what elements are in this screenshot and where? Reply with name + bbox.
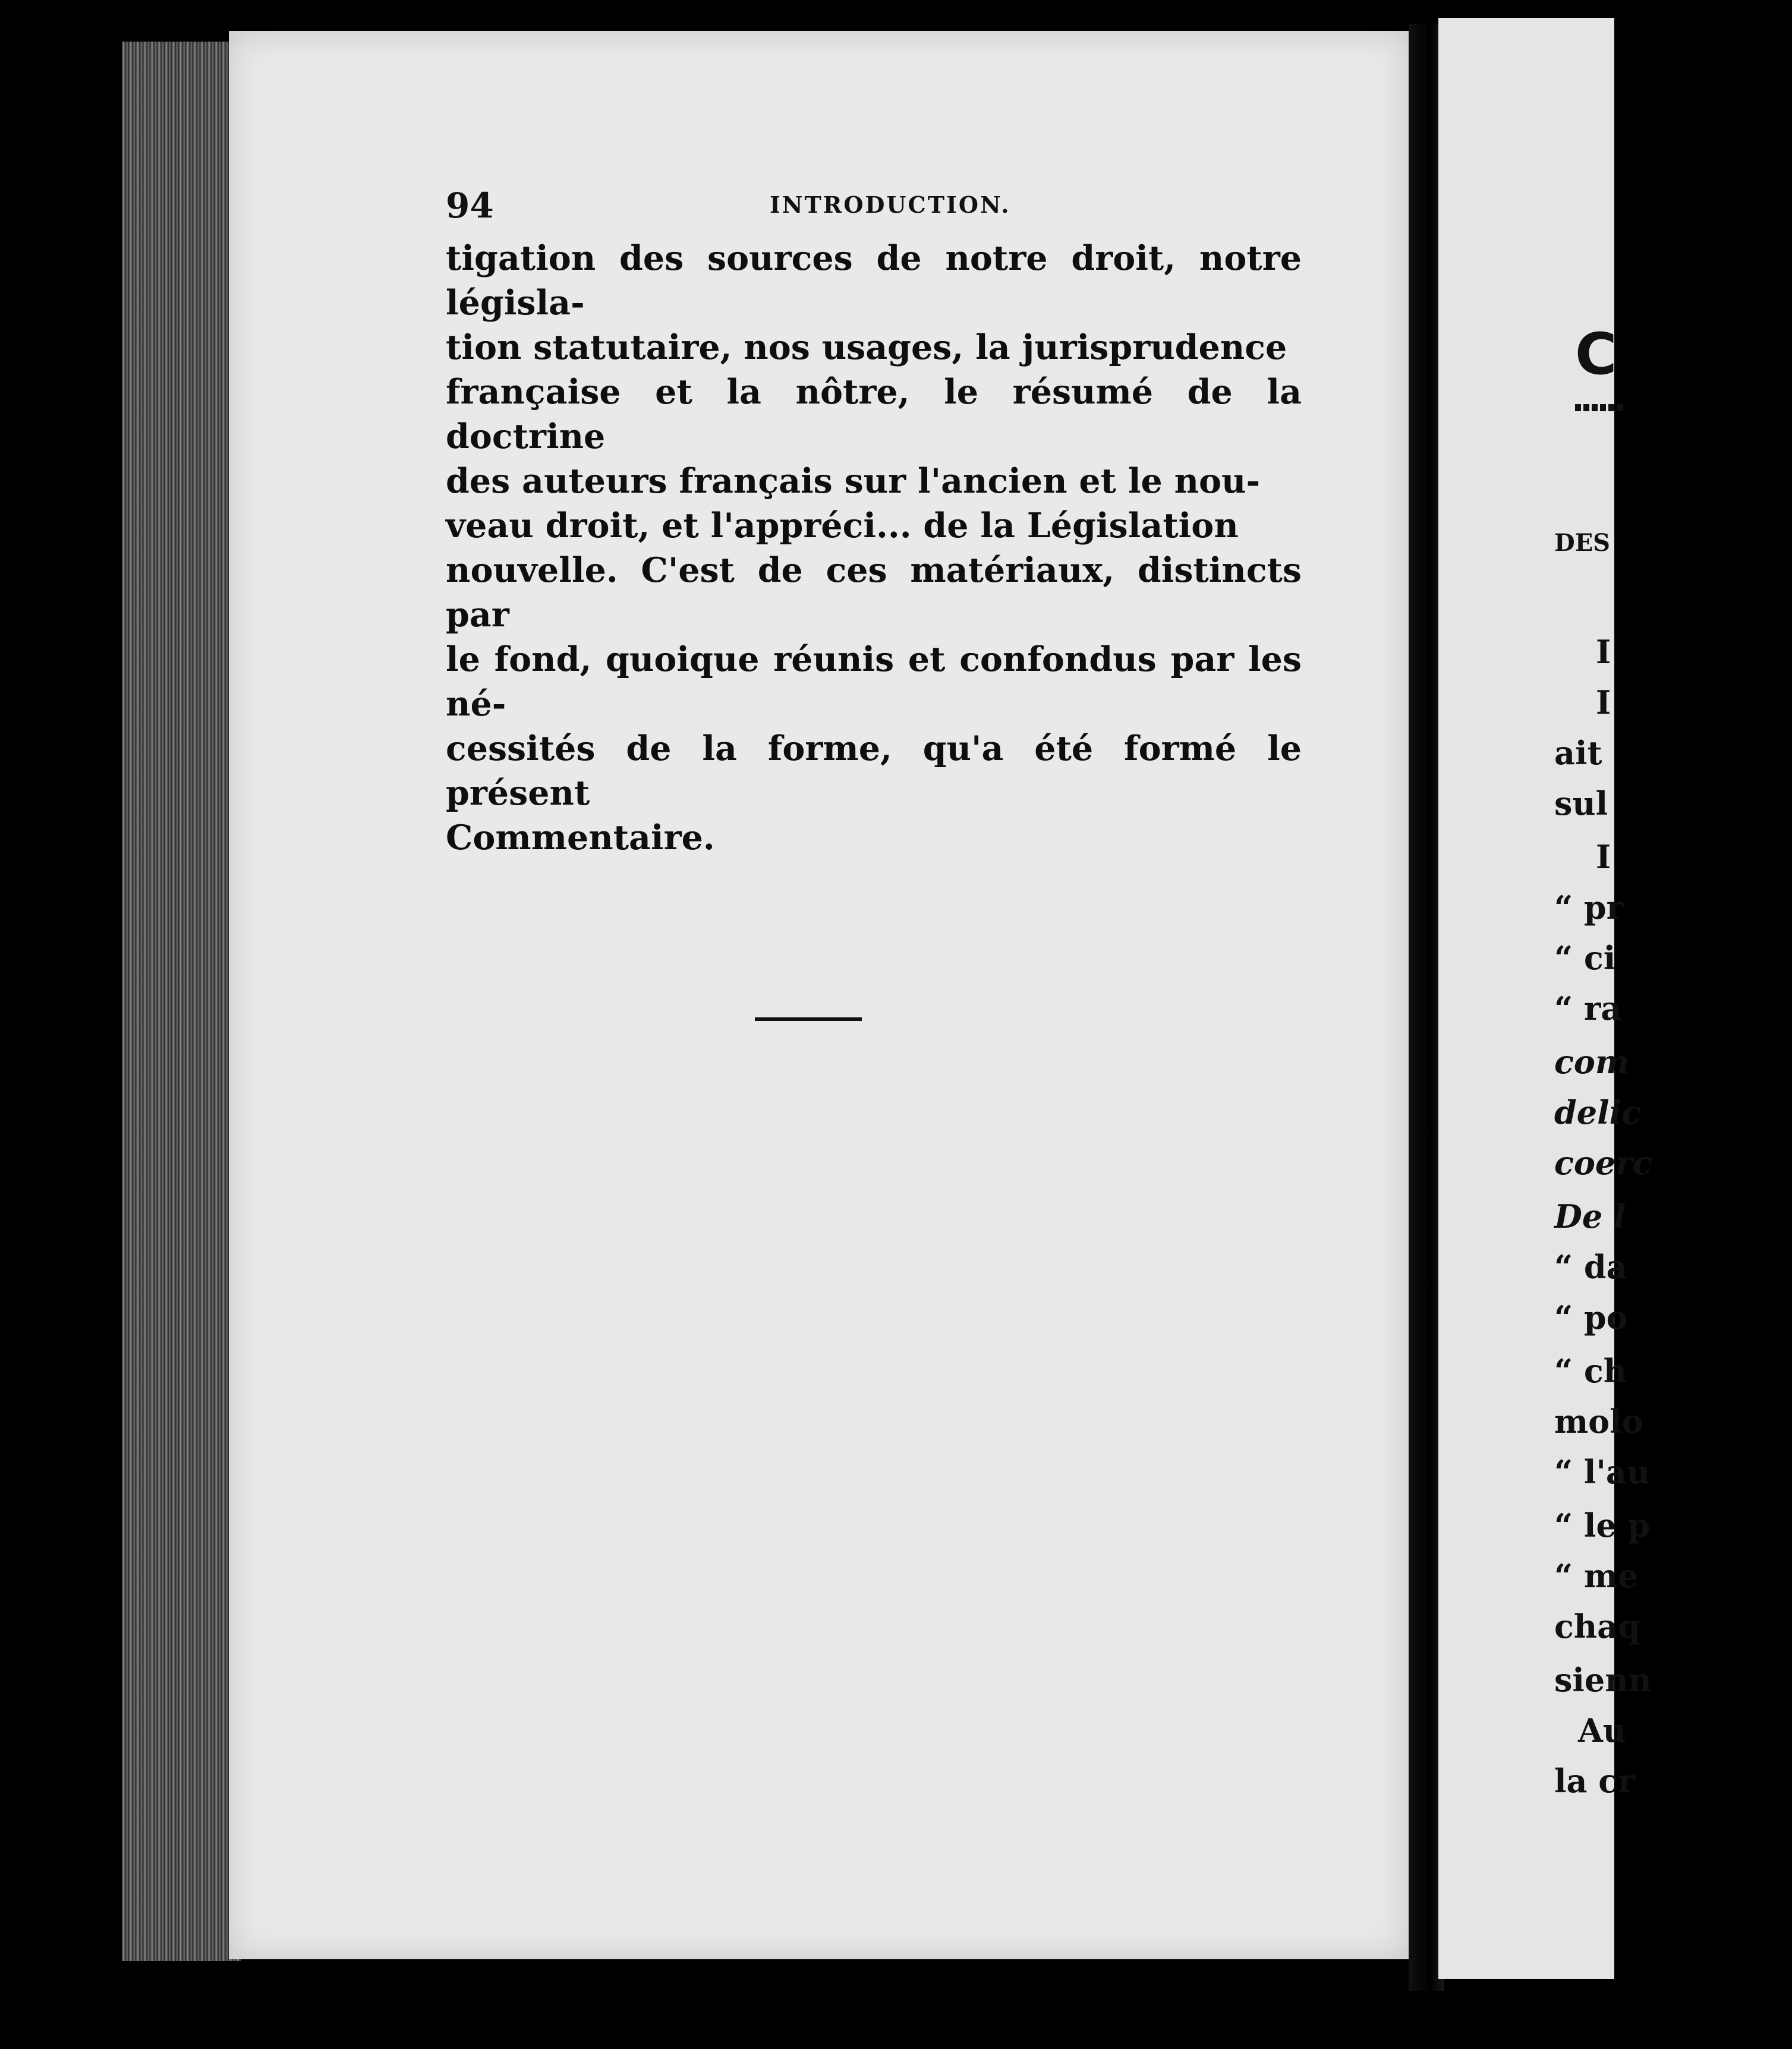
right-text-line: “ ra [1554, 989, 1622, 1027]
running-head: INTRODUCTION. [770, 191, 1011, 218]
right-page [1438, 18, 1652, 1979]
section-end-rule [755, 1017, 862, 1021]
right-text-line: “ da [1554, 1248, 1627, 1286]
right-page-rule [1575, 404, 1623, 411]
text-line: cessités de la forme, qu'a été formé le présent [446, 729, 1302, 813]
right-text-line: “ pr [1554, 888, 1624, 926]
right-text-line: “ le p [1554, 1506, 1651, 1544]
right-text-line: la cr [1554, 1762, 1635, 1800]
text-line: française et la nôtre, le résumé de la doctrine [446, 372, 1302, 456]
paragraph [446, 236, 1302, 860]
right-page-title: C [1575, 321, 1618, 387]
right-text-line: “ po [1554, 1298, 1628, 1336]
right-text-line: I [1596, 683, 1611, 721]
right-text-line: “ me [1554, 1557, 1639, 1595]
right-text-line: coerc [1554, 1144, 1652, 1182]
right-text-line: I [1596, 838, 1611, 876]
right-text-line: sienn [1554, 1661, 1652, 1699]
right-text-line: com [1554, 1043, 1630, 1081]
right-text-line: DES [1554, 529, 1611, 557]
right-text-line: delic [1554, 1093, 1642, 1131]
text-line: Commentaire. [446, 818, 715, 858]
right-text-line: “ ch [1554, 1352, 1627, 1390]
page-number: 94 [446, 185, 494, 226]
left-page [229, 31, 1409, 1959]
text-line: tigation des sources de notre droit, notre législa- [446, 238, 1302, 323]
right-text-line: “ ci [1554, 939, 1616, 977]
text-line: le fond, quoique réunis et confondus par les né- [446, 639, 1302, 724]
right-text-line: chaq [1554, 1607, 1640, 1645]
text-line: des auteurs français sur l'ancien et le nou- [446, 461, 1261, 501]
text-line: veau droit, et l'appréci... de la Législation [446, 506, 1239, 546]
page-edges [122, 42, 241, 1961]
right-text-line: De l [1554, 1197, 1626, 1235]
right-text-line: sul [1554, 784, 1608, 822]
right-text-line: molo [1554, 1402, 1643, 1440]
right-text-line: “ l'au [1554, 1453, 1651, 1491]
page-header [446, 168, 1302, 226]
text-line: nouvelle. C'est de ces matériaux, distincts par [446, 550, 1302, 635]
right-text-line: ait [1554, 734, 1602, 772]
right-text-line: I [1596, 633, 1611, 671]
right-text-line: Au [1578, 1711, 1627, 1749]
text-line: tion statutaire, nos usages, la jurisprudence [446, 327, 1287, 367]
